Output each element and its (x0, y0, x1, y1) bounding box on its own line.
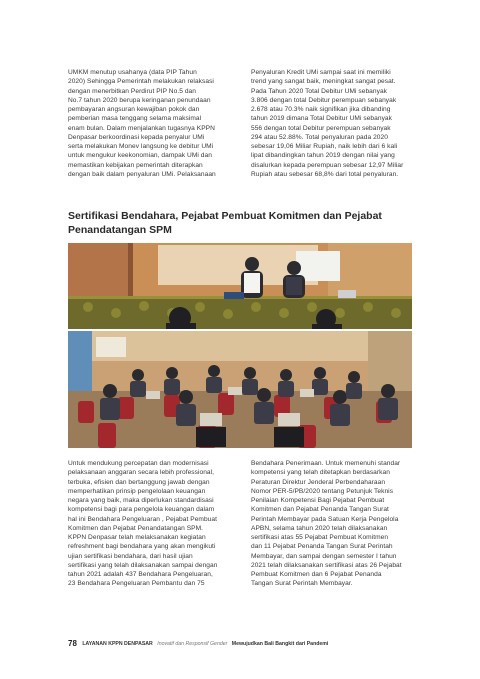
text-line: memperhatikan prinsip pengelolaan keuangan (68, 487, 206, 495)
text-line: No.7 tahun 2020 berupa keringanan penundaan (68, 96, 211, 104)
text-line: memastikan kebijakan pemerintah diterapkan (68, 161, 203, 169)
text-line: KPPN Denpasar telah melaksanakan kegiatan (68, 534, 206, 541)
paragraph-umi-relaxation (68, 68, 244, 179)
paragraph-umi-statistics (251, 68, 427, 179)
text-line: 2021 telah dilaksanakan sertifikasi atas 26 Pejabat (251, 561, 402, 569)
text-line: disalurkan kepada perempuan sebesar 12,97 Miliar (251, 161, 404, 169)
text-line: serta melakukan Monev langsung ke debitur UMi (68, 143, 214, 150)
publication-theme: Mewujudkan Bali Bangkit dari Pandemi (231, 641, 329, 647)
text-line: Penyaluran Kredit UMi sampai saat ini memiliki (251, 69, 391, 76)
text-line: sertifikasi yang telah dilaksanakan sampai dengan (68, 561, 218, 569)
text-line: pelaksanaan anggaran secara lebih professional, (68, 469, 215, 477)
text-line: ujian sertifikasi bendahara, dari hasil ujian (68, 552, 193, 560)
text-line: Komitmen dan Pejabat Penanda Tangan Surat (251, 506, 389, 514)
text-line: Perintah Membayar pada Satuan Kerja Pengelola (251, 515, 399, 523)
text-line: kompetensi yang telah ditetapkan berdasarkan (251, 469, 390, 477)
text-line: sertifikasi atas 55 Pejabat Pembuat Komitmen (251, 534, 389, 541)
text-line: 2020) Sehingga Pemerintah melakukan relaksasi (68, 78, 214, 86)
text-line: Penilaian Kompetensi Bagi Pejabat Pembuat (251, 497, 385, 504)
heading-line: Penandatangan SPM (68, 224, 172, 236)
body-column-bottom-right (251, 459, 427, 589)
text-line: Rupiah atau sebesar 68,8% dari total penyaluran. (251, 170, 399, 178)
publication-title: LAYANAN KPPN DENPASAR (82, 641, 153, 647)
text-line: Tangan Surat Perintah Membayar. (251, 580, 353, 588)
text-line: 2.678 atau 70.3% naik signifikan jika dibanding (251, 106, 391, 113)
text-line: hal ini Bendahara Pengeluaran , Pejabat Pembuat (68, 515, 217, 523)
text-line: APBN, selama tahun 2020 telah dilaksanakan (251, 524, 388, 532)
text-line: 294 atau 52.88%. Total penyaluran pada 2020 (251, 133, 388, 141)
photo-presenters-illustration (68, 243, 412, 329)
text-line: lipat dibandingkan tahun 2019 dengan nilai yang (251, 152, 395, 160)
text-line: pemberian masa tenggang selama maksimal (68, 115, 202, 123)
text-line: Peraturan Direktur Jenderal Perbendaharaan (251, 478, 386, 486)
photo-presenters-table (68, 243, 412, 329)
text-line: tahun 2021 adalah 437 Bendahara Pengeluaran, (68, 571, 213, 578)
text-line: enam bulan. Dalam menjalankan tugasnya KPPN (68, 124, 215, 132)
text-line: 556 dengan total Debitur perempuan sebanyak (251, 124, 391, 132)
text-line: 23 Bendahara Pengeluaran Pembantu dan 75 (68, 580, 205, 588)
text-line: UMKM menutup usahanya (data PIP Tahun (68, 69, 197, 76)
text-line: kompetensi bagi para pengelola keuangan dalam (68, 506, 215, 514)
text-line: dengan baik dalam penyaluran UMi. Pelaksanaan (68, 170, 216, 178)
text-line: trend yang sangat baik, meningkat sangat pesat. (251, 78, 396, 86)
body-column-bottom-left (68, 459, 244, 589)
page-footer (68, 640, 413, 648)
heading-line: Sertifikasi Bendahara, Pejabat Pembuat Komitmen dan Pejabat (68, 210, 382, 222)
text-line: Denpasar berkoordinasi kepada penyalur UMi (68, 133, 205, 141)
text-line: Pada Tahun 2020 Total Debitur UMi sebanyak (251, 87, 388, 95)
text-line: dan 11 Pejabat Penanda Tangan Surat Perintah (251, 543, 393, 551)
page-number: 78 (68, 639, 77, 648)
text-line: Membayar, dan sampai dengan semester I tahun (251, 552, 397, 560)
text-line: Untuk mendukung percepatan dan modernisasi (68, 460, 209, 467)
text-line: terbuka, efisien dan bertanggung jawab dengan (68, 478, 210, 486)
body-column-top-right (251, 68, 427, 179)
text-line: Nomor PER-5/PB/2020 tentang Petunjuk Teknis (251, 487, 394, 495)
text-line: negara yang baik, maka diperlukan standardisasi (68, 497, 214, 504)
text-line: tahun 2019 dimana Total Debitur UMi sebanyak (251, 115, 392, 123)
text-line: pembayaran angsuran kewajiban pokok dan (68, 106, 200, 113)
text-line: Bendahara Penerimaan. Untuk memenuhi standar (251, 460, 401, 467)
text-line: dengan menerbitkan Perdirut PIP No.5 dan (68, 87, 196, 95)
photo-classroom-illustration (68, 331, 412, 448)
paragraph-certification-results (251, 459, 427, 589)
publication-tagline: Inovatif dan Responsif Gender (157, 641, 228, 647)
text-line: 3.806 dengan total Debitur perempuan sebanyak (251, 96, 397, 104)
text-line: sebesar 19,06 Miliar Rupiah, naik lebih dari 6 kali (251, 143, 398, 150)
text-line: untuk mengukur keekonomian, dampak UMi dan (68, 152, 212, 160)
photo-classroom-participants (68, 331, 412, 448)
text-line: Komitmen dan Pejabat Penandatangan SPM. (68, 524, 204, 532)
text-line: Pembuat Komitmen dan 6 Pejabat Penanda (251, 571, 382, 578)
section-heading (68, 209, 413, 237)
body-column-top-left (68, 68, 244, 179)
text-line: refreshment bagi bendahara yang akan mengikuti (68, 543, 216, 551)
paragraph-certification-intro (68, 459, 244, 589)
